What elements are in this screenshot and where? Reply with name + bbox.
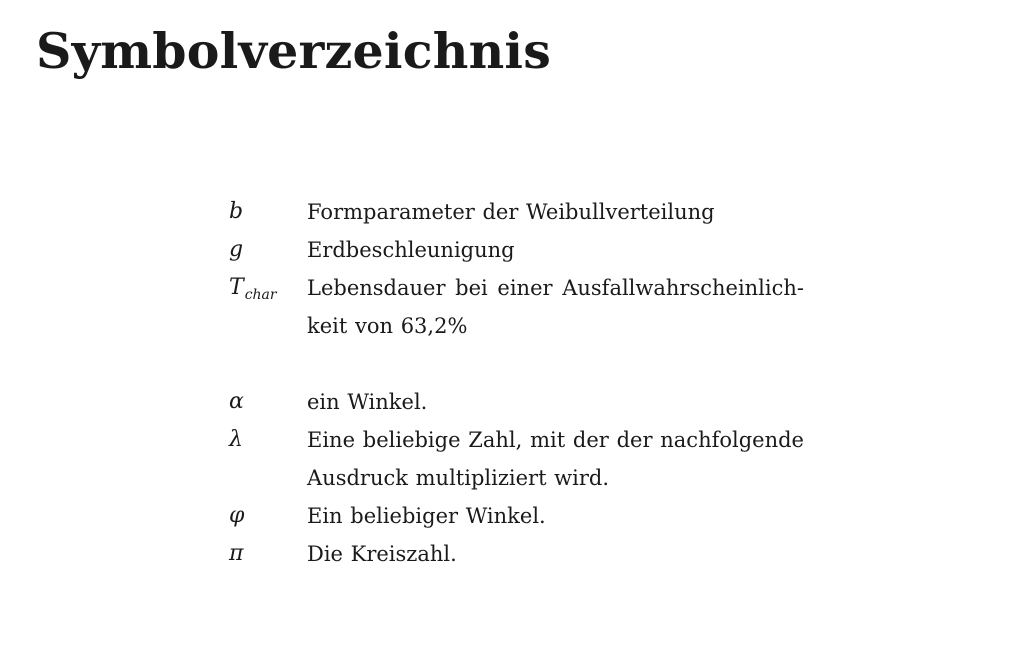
description-line: keit von 63,2%	[307, 314, 468, 338]
symbol-description	[307, 193, 804, 231]
group-separator	[229, 345, 804, 383]
symbol-list	[229, 193, 804, 573]
description-line: Erdbeschleunigung	[307, 238, 515, 262]
symbol-entry-b	[229, 193, 804, 231]
symbol-description	[307, 231, 804, 269]
symbol-entry-pi	[229, 535, 804, 573]
description-line: Eine beliebige Zahl, mit der der nachfolgende	[307, 428, 804, 452]
symbol: φ	[229, 503, 245, 528]
symbol: λ	[229, 427, 243, 452]
description-line: Ausdruck multipliziert wird.	[307, 466, 610, 490]
description-line: Ein beliebiger Winkel.	[307, 504, 546, 528]
symbol-description	[307, 497, 804, 535]
symbol-description	[307, 535, 804, 573]
symbol: g	[229, 237, 244, 262]
symbol-entry-g	[229, 231, 804, 269]
symbol: $T_{char}$	[229, 275, 277, 303]
description-line: Formparameter der Weibullverteilung	[307, 200, 715, 224]
symbol-subscript: char	[244, 287, 277, 303]
symbol-entry-phi	[229, 497, 804, 535]
symbol: b	[229, 199, 244, 224]
symbol-entry-t-char	[229, 269, 804, 345]
symbol: α	[229, 389, 244, 414]
symbol-description	[307, 269, 804, 345]
description-line: Die Kreiszahl.	[307, 542, 457, 566]
symbol-description	[307, 421, 804, 497]
description-line: Lebensdauer bei einer Ausfallwahrscheinlich-	[307, 276, 804, 300]
page-title: Symbolverzeichnis	[36, 22, 552, 80]
symbol-description	[307, 383, 804, 421]
symbol-entry-lambda	[229, 421, 804, 497]
symbol: π	[229, 541, 244, 566]
description-line: ein Winkel.	[307, 390, 428, 414]
symbol-entry-alpha	[229, 383, 804, 421]
